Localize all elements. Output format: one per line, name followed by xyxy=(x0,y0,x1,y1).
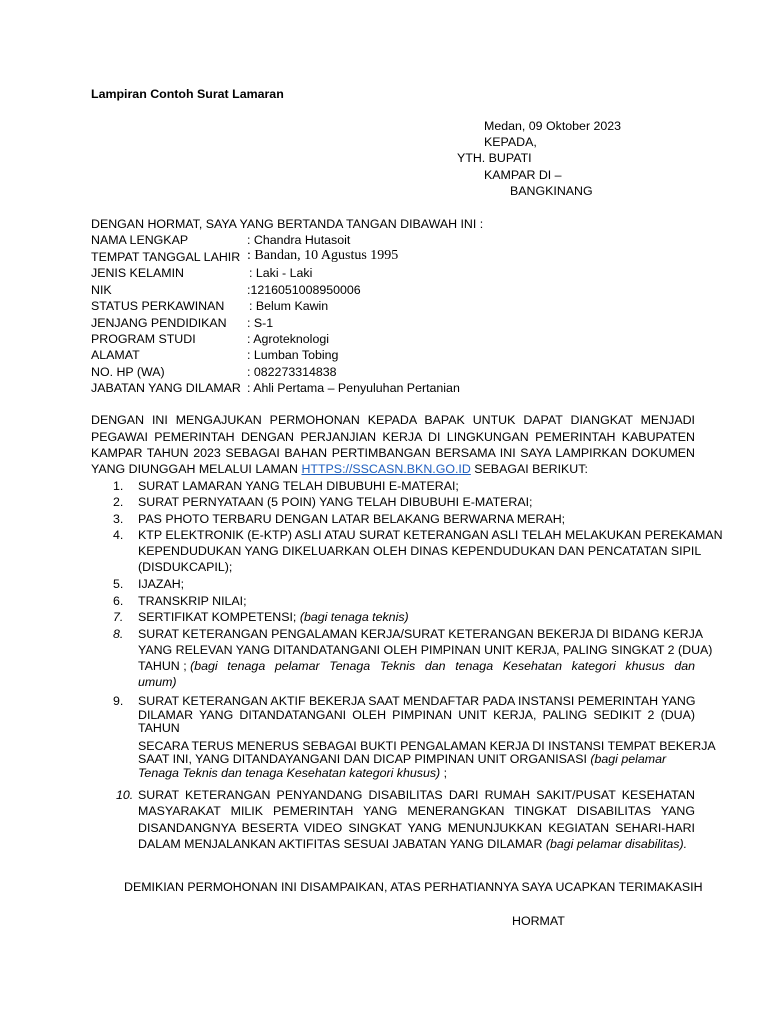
recipient-bangkinang: BANGKINANG xyxy=(510,184,593,198)
list-item-5: IJAZAH; xyxy=(138,577,185,591)
list-number-2: 2. xyxy=(113,495,124,509)
identity-label-birth: TEMPAT TANGGAL LAHIR xyxy=(91,250,241,264)
recipient-yth: YTH. BUPATI xyxy=(457,151,532,165)
list-item-10-line-2: MASYARAKAT MILIK PEMERINTAH YANG MENERANGKAN TINGKAT DISABILITAS YANG xyxy=(138,804,695,818)
list-item-6: TRANSKRIP NILAI; xyxy=(138,594,247,608)
list-item-2: SURAT PERNYATAAN (5 POIN) YANG TELAH DIBUBUHI E-MATERAI; xyxy=(138,495,533,509)
list-item-9-line-1: SURAT KETERANGAN AKTIF BEKERJA SAAT MENDAFTAR PADA INSTANSI PEMERINTAH YANG xyxy=(138,694,696,708)
identity-value-address: : Lumban Tobing xyxy=(247,348,339,362)
identity-label-position: JABATAN YANG DILAMAR xyxy=(91,381,241,395)
identity-label-gender: JENIS KELAMIN xyxy=(91,266,184,280)
list-number-8 xyxy=(113,626,123,642)
list-number-10 xyxy=(116,787,133,803)
list-item-8-line-4 xyxy=(138,674,177,691)
list-item-7 xyxy=(138,609,409,626)
list-item-9-line-6-note: Tenaga Teknis dan tenaga Kesehatan kategori khusus) xyxy=(138,766,441,780)
sscasn-link[interactable]: HTTPS://SSCASN.BKN.GO.ID xyxy=(301,462,471,476)
list-item-9-line-5-text: SAAT INI, YANG DITANDAYANGANI DAN DICAP PIMPINAN UNIT ORGANISASI xyxy=(138,752,591,766)
list-item-8-line-2: YANG RELEVAN YANG DITANDATANGANI OLEH PIMPINAN UNIT KERJA, PALING SINGKAT 2 (DUA) xyxy=(138,643,713,657)
list-number-8-text: 8. xyxy=(113,627,124,641)
body-line-1: DENGAN INI MENGAJUKAN PERMOHONAN KEPADA BAPAK UNTUK DAPAT DIANGKAT MENJADI xyxy=(91,413,695,427)
list-number-7 xyxy=(113,609,123,625)
list-item-10-line-4-text: DALAM MENJALANKAN AKTIFITAS SESUAI JABATAN YANG DILAMAR xyxy=(138,837,546,851)
document-title: Lampiran Contoh Surat Lamaran xyxy=(91,87,284,101)
identity-value-gender: : Laki - Laki xyxy=(249,266,313,280)
list-item-8-line-3 xyxy=(138,658,695,675)
identity-label-nik: NIK xyxy=(91,283,112,297)
opening-line: DENGAN HORMAT, SAYA YANG BERTANDA TANGAN DIBAWAH INI : xyxy=(91,217,484,231)
identity-label-address: ALAMAT xyxy=(91,348,140,362)
identity-label-marital: STATUS PERKAWINAN xyxy=(91,299,225,313)
list-item-9-line-5-note: (bagi pelamar xyxy=(590,752,667,766)
list-number-1: 1. xyxy=(113,479,124,493)
identity-label-name: NAMA LENGKAP xyxy=(91,233,189,247)
list-item-9-line-4: SECARA TERUS MENERUS SEBAGAI BUKTI PENGALAMAN KERJA DI INSTANSI TEMPAT BEKERJA xyxy=(138,739,716,753)
list-item-8-line-3-text: TAHUN ; xyxy=(138,659,191,673)
identity-value-position: : Ahli Pertama – Penyuluhan Pertanian xyxy=(247,381,460,395)
closing-line: DEMIKIAN PERMOHONAN INI DISAMPAIKAN, ATAS PERHATIANNYA SAYA UCAPKAN TERIMAKASIH xyxy=(124,880,703,894)
list-item-8-line-4-note: umum) xyxy=(138,675,177,689)
body-line-4-start: YANG DIUNGGAH MELALUI LAMAN xyxy=(91,462,302,476)
identity-value-nik: :1216051008950006 xyxy=(247,283,361,297)
list-item-8-line-1: SURAT KETERANGAN PENGALAMAN KERJA/SURAT KETERANGAN BEKERJA DI BIDANG KERJA xyxy=(138,627,704,641)
identity-label-program: PROGRAM STUDI xyxy=(91,332,196,346)
list-number-3: 3. xyxy=(113,512,124,526)
list-number-7-text: 7. xyxy=(113,610,124,624)
body-line-4-end: SEBAGAI BERIKUT: xyxy=(470,462,588,476)
list-item-10-line-1: SURAT KETERANGAN PENYANDANG DISABILITAS DARI RUMAH SAKIT/PUSAT KESEHATAN xyxy=(138,788,695,802)
list-item-9-line-6 xyxy=(138,765,447,782)
list-item-7-note: (bagi tenaga teknis) xyxy=(299,610,409,624)
list-item-10-line-3: DISANDANGNYA BESERTA VIDEO SINGKAT YANG MENUNJUKKAN KEGIATAN SEHARI-HARI xyxy=(138,821,695,835)
identity-value-marital: : Belum Kawin xyxy=(249,299,329,313)
list-item-10-line-4-note: (bagi pelamar disabilitas). xyxy=(545,837,688,851)
list-item-4-line-3: (DISDUKCAPIL); xyxy=(138,560,233,574)
list-item-9-line-6-text: ; xyxy=(440,766,448,780)
list-item-1: SURAT LAMARAN YANG TELAH DIBUBUHI E-MATERAI; xyxy=(138,479,459,493)
list-item-3: PAS PHOTO TERBARU DENGAN LATAR BELAKANG BERWARNA MERAH; xyxy=(138,512,566,526)
identity-value-birth: : Bandan, 10 Agustus 1995 xyxy=(247,248,399,263)
list-item-4-line-2: KEPENDUDUKAN YANG DIKELUARKAN OLEH DINAS KEPENDUDUKAN DAN PENCATATAN SIPIL xyxy=(138,544,702,558)
list-item-9-line-2: DILAMAR YANG DITANDATANGANI OLEH PIMPINAN UNIT KERJA, PALING SEDIKIT 2 (DUA) xyxy=(138,708,695,722)
list-number-4: 4. xyxy=(113,528,124,542)
list-item-9-line-3: TAHUN xyxy=(138,721,180,735)
list-number-5: 5. xyxy=(113,577,124,591)
signoff: HORMAT xyxy=(512,914,565,928)
identity-value-phone: : 082273314838 xyxy=(247,365,337,379)
identity-value-name: : Chandra Hutasoit xyxy=(247,233,351,247)
body-line-2: PEGAWAI PEMERINTAH DENGAN PERJANJIAN KERJA DI LINGKUNGAN PEMERINTAH KABUPATEN xyxy=(91,430,695,444)
list-number-6: 6. xyxy=(113,594,124,608)
list-item-10-line-4 xyxy=(138,836,687,853)
identity-label-education: JENJANG PENDIDIKAN xyxy=(91,316,227,330)
place-date: Medan, 09 Oktober 2023 xyxy=(484,119,622,133)
recipient-kepada: KEPADA, xyxy=(484,135,537,149)
list-number-9: 9. xyxy=(113,694,124,708)
list-item-8-line-3-note: (bagi tenaga pelamar Tenaga Teknis dan tenaga Kesehatan kategori khusus dan xyxy=(190,659,695,673)
list-item-7-text: SERTIFIKAT KOMPETENSI; xyxy=(138,610,300,624)
list-number-10-text: 10. xyxy=(116,788,134,802)
body-line-4 xyxy=(91,461,588,477)
identity-value-program: : Agroteknologi xyxy=(247,332,329,346)
identity-label-phone: NO. HP (WA) xyxy=(91,365,165,379)
recipient-kampar: KAMPAR DI – xyxy=(484,168,562,182)
body-line-3: KAMPAR TAHUN 2023 SEBAGAI BAHAN PERTIMBANGAN BERSAMA INI SAYA LAMPIRKAN DOKUMEN xyxy=(91,446,695,460)
list-item-4-line-1: KTP ELEKTRONIK (E-KTP) ASLI ATAU SURAT KETERANGAN ASLI TELAH MELAKUKAN PEREKAMAN xyxy=(138,528,723,542)
identity-value-education: : S-1 xyxy=(247,316,274,330)
